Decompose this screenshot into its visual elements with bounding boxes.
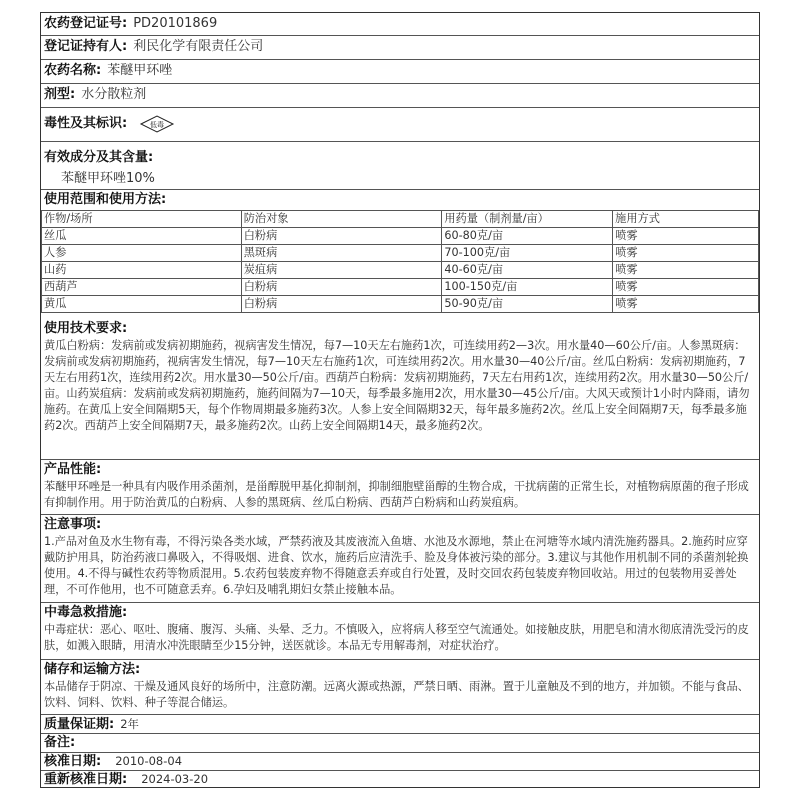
reapproval-date-value: 2024-03-20 [141,772,209,786]
header-target: 防治对象 [241,211,442,228]
header-dosage: 用药量（制剂量/亩） [442,211,613,228]
cell-dosage: 40-60克/亩 [442,262,613,279]
registration-row [41,13,759,36]
cell-method: 喷雾 [613,245,759,262]
formulation-label: 剂型: [44,87,76,102]
cell-crop: 西葫芦 [42,279,242,296]
tech-text: 黄瓜白粉病：发病前或发病初期施药，视病害发生情况，每7—10天左右施药1次，可连续用药2—3次。用水量40—60公斤/亩。人参黑斑病：发病前或发病初期施药，视病害发生情况，每7—10天左右施药1次，可连续用药2次。用水量30—40公斤/亩。丝瓜白粉病：发病初期施药，7天左右用药1次，连续用药2次。用水量30—50公斤/亩。西葫芦白粉病：发病初期施药，7天左右用药1次，连续用药2次。用水量30—50公斤/亩。山药炭疽病：发病前或发病初期施药，施药间隔为7—10天，每季最多施用2次，用水量30—45公斤/亩。大风天或预计1小时内降雨，请勿施药。在黄瓜上安全间隔期5天，每个作物周期最多施药3次。人参上安全间隔期32天，每年最多施药2次。丝瓜上安全间隔期7天，每季最多施药2次。西葫芦上安全间隔期7天，最多施药2次。山药上安全间隔期14天，最多施药2次。 [44,339,750,432]
cell-method: 喷雾 [613,228,759,245]
first-aid-section [41,603,759,660]
holder-label: 登记证持有人: [44,39,128,54]
pesticide-name-row [41,60,759,84]
header-method: 施用方式 [613,211,759,228]
table-row [42,228,759,245]
approval-date-value: 2010-08-04 [115,754,183,768]
performance-title: 产品性能: [44,462,102,477]
pesticide-name-label: 农药名称: [44,63,102,78]
tech-title: 使用技术要求: [44,321,128,336]
cell-dosage: 100-150克/亩 [442,279,613,296]
table-row [42,262,759,279]
holder-value: 利民化学有限责任公司 [133,39,264,54]
cell-method: 喷雾 [613,262,759,279]
cell-dosage: 70-100克/亩 [442,245,613,262]
performance-section [41,460,759,515]
cell-target: 黑斑病 [241,245,442,262]
registration-value: PD20101869 [133,16,218,31]
formulation-value: 水分散粒剂 [81,87,147,102]
cell-target: 白粉病 [241,279,442,296]
usage-table [41,210,759,313]
shelf-life-value: 2年 [120,717,140,731]
usage-title-row [41,190,759,210]
toxicity-label: 毒性及其标识: [44,116,128,131]
formulation-row [41,84,759,108]
notes-text: 1.产品对鱼及水生物有毒，不得污染各类水域，严禁药液及其废液流入鱼塘、水池及水源地，禁止在河塘等水域内清洗施药器具。2.施药时应穿戴防护用具，防治药液口鼻吸入，不得吸烟、进食、饮水，施药后应清洗手、脸及身体被污染的部分。3.建议与其他作用机制不同的杀菌剂轮换使用。4.不得与碱性农药等物质混用。5.农药包装废弃物不得随意丢弃或自行处置，及时交回农药包装废弃物回收站。用过的包装物用妥善处理，不可作他用，也不可随意丢弃。6.孕妇及哺乳期妇女禁止接触本品。 [44,535,749,596]
tech-section [41,319,759,460]
cell-crop: 丝瓜 [42,228,242,245]
pesticide-name-value: 苯醚甲环唑 [107,63,173,78]
ingredient-value: 苯醚甲环唑10% [61,171,155,186]
reapproval-date-row [41,771,759,788]
notes-section [41,515,759,603]
approval-date-row [41,753,759,771]
ingredient-label: 有效成分及其含量: [44,150,154,165]
cell-method: 喷雾 [613,279,759,296]
remarks-label: 备注: [44,735,76,750]
table-row [42,245,759,262]
first-aid-text: 中毒症状：恶心、呕吐、腹痛、腹泻、头痛、头晕、乏力。不慎吸入，应将病人移至空气流通处。如接触皮肤，用肥皂和清水彻底清洗受污的皮肤，如溅入眼睛，用清水冲洗眼睛至少15分钟，送医就诊。本品无专用解毒剂，对症状治疗。 [44,623,749,652]
cell-target: 白粉病 [241,228,442,245]
ingredient-value-row [41,168,759,190]
cell-crop: 山药 [42,262,242,279]
header-crop: 作物/场所 [42,211,242,228]
cell-dosage: 60-80克/亩 [442,228,613,245]
cell-crop: 人参 [42,245,242,262]
holder-row [41,36,759,60]
toxicity-row [41,108,759,142]
usage-title: 使用范围和使用方法: [44,192,167,207]
remarks-row [41,734,759,753]
svg-text:低毒: 低毒 [150,120,165,129]
storage-section [41,660,759,715]
table-row [42,279,759,296]
label-document [40,12,760,788]
cell-target: 白粉病 [241,296,442,313]
table-row [42,296,759,313]
usage-table-header [42,211,759,228]
first-aid-title: 中毒急救措施: [44,605,128,620]
storage-title: 储存和运输方法: [44,662,141,677]
registration-label: 农药登记证号: [44,16,128,31]
cell-dosage: 50-90克/亩 [442,296,613,313]
shelf-life-row [41,715,759,734]
cell-method: 喷雾 [613,296,759,313]
performance-text: 苯醚甲环唑是一种具有内吸作用杀菌剂，是甾醇脱甲基化抑制剂，抑制细胞壁甾醇的生物合成，干扰病菌的正常生长，对植物病原菌的孢子形成有抑制作用。用于防治黄瓜的白粉病、人参的黑斑病、丝瓜白粉病、西葫芦白粉病和山药炭疽病。 [44,480,749,509]
reapproval-date-label: 重新核准日期: [44,772,128,787]
low-toxicity-badge-icon [139,115,175,133]
storage-text: 本品储存于阴凉、干燥及通风良好的场所中，注意防潮。远离火源或热源，严禁日晒、雨淋。置于儿童触及不到的地方，并加锁。不能与食品、饮料、饲料、饮料、种子等混合储运。 [44,680,749,709]
approval-date-label: 核准日期: [44,754,102,769]
shelf-life-label: 质量保证期: [44,717,115,732]
ingredient-title-row [41,142,759,168]
notes-title: 注意事项: [44,517,102,532]
cell-target: 炭疽病 [241,262,442,279]
cell-crop: 黄瓜 [42,296,242,313]
